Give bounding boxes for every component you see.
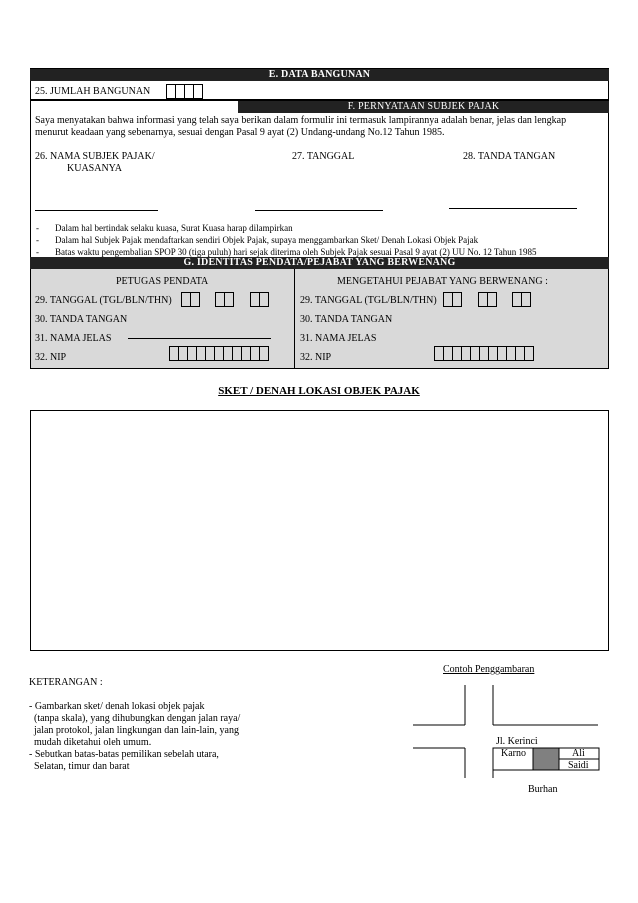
nama-subjek-pajak-label: 26. NAMA SUBJEK PAJAK/	[35, 151, 155, 162]
section-g-divider	[294, 269, 295, 369]
tanda-tangan-signature-line[interactable]	[449, 208, 577, 209]
statement-line-2: menurut keadaan yang sebenarnya, sesuai dengan Pasal 9 ayat (2) Undang-undang No.12 Tahun 1985.	[35, 127, 445, 138]
tanggal-signature-line[interactable]	[255, 210, 383, 211]
keterangan-line-6: Selatan, timur dan barat	[29, 761, 130, 772]
sketch-drawing-area[interactable]	[30, 410, 609, 651]
neighbor-karno: Karno	[501, 748, 526, 759]
keterangan-line-5: - Sebutkan batas-batas pemilikan sebelah utara,	[29, 749, 219, 760]
note-1: Dalam hal bertindak selaku kuasa, Surat Kuasa harap dilampirkan	[55, 223, 293, 233]
object-parcel	[533, 748, 559, 770]
left-nama-label: 31. NAMA JELAS	[35, 333, 112, 344]
right-nip-boxes[interactable]	[434, 346, 534, 361]
left-tanggal-year-boxes[interactable]	[250, 292, 269, 307]
keterangan-line-2: (tanpa skala), yang dihubungkan dengan jalan raya/	[29, 713, 241, 724]
street-label: Jl. Kerinci	[496, 736, 538, 747]
keterangan-line-3: jalan protokol, jalan lingkungan dan lain-lain, yang	[29, 725, 239, 736]
right-nip-label: 32. NIP	[300, 352, 332, 363]
note-bullet-1: -	[36, 223, 39, 233]
note-2: Dalam hal Subjek Pajak mendaftarkan sendiri Objek Pajak, supaya menggambarkan Sket/ Denah Lokasi Objek Pajak	[55, 235, 479, 245]
nama-signature-line[interactable]	[35, 210, 158, 211]
keterangan-line-1: - Gambarkan sket/ denah lokasi objek pajak	[29, 701, 205, 712]
right-tanda-tangan-label: 30. TANDA TANGAN	[300, 314, 393, 325]
neighbor-ali: Ali	[572, 748, 585, 759]
petugas-pendata-title: PETUGAS PENDATA	[116, 276, 209, 287]
right-tanggal-month-boxes[interactable]	[478, 292, 497, 307]
section-e-header: E. DATA BANGUNAN	[30, 69, 609, 81]
left-tanggal-label: 29. TANGGAL (TGL/BLN/THN)	[35, 295, 172, 306]
left-nama-line[interactable]	[128, 338, 271, 339]
neighbor-burhan: Burhan	[528, 784, 558, 795]
left-tanggal-month-boxes[interactable]	[215, 292, 234, 307]
right-tanggal-year-boxes[interactable]	[512, 292, 531, 307]
left-tanda-tangan-label: 30. TANDA TANGAN	[35, 314, 128, 325]
right-tanggal-day-boxes[interactable]	[443, 292, 462, 307]
example-map	[405, 680, 610, 790]
jumlah-bangunan-boxes[interactable]	[166, 84, 203, 99]
note-3: Batas waktu pengembalian SPOP 30 (tiga puluh) hari sejak diterima oleh Subjek Pajak sesuai Pasal 9 ayat (2) UU No. 12 Tahun 1985	[55, 247, 537, 257]
keterangan-title: KETERANGAN :	[29, 677, 103, 688]
neighbor-saidi: Saidi	[568, 760, 589, 771]
tanda-tangan-label: 28. TANDA TANGAN	[463, 151, 556, 162]
sketch-title: SKET / DENAH LOKASI OBJEK PAJAK	[218, 385, 420, 397]
pejabat-title: MENGETAHUI PEJABAT YANG BERWENANG :	[337, 276, 548, 287]
right-tanggal-label: 29. TANGGAL (TGL/BLN/THN)	[300, 295, 437, 306]
note-bullet-3: -	[36, 247, 39, 257]
note-bullet-2: -	[36, 235, 39, 245]
example-title: Contoh Penggambaran	[443, 664, 535, 675]
section-f-header: F. PERNYATAAN SUBJEK PAJAK	[238, 101, 609, 113]
right-nama-label: 31. NAMA JELAS	[300, 333, 377, 344]
keterangan-line-4: mudah diketahui oleh umum.	[29, 737, 152, 748]
statement-line-1: Saya menyatakan bahwa informasi yang telah saya berikan dalam formulir ini termasuk lampirannya adalah benar, jelas dan lengkap	[35, 115, 567, 126]
left-tanggal-day-boxes[interactable]	[181, 292, 200, 307]
left-nip-boxes[interactable]	[169, 346, 269, 361]
kuasanya-label: KUASANYA	[67, 163, 123, 174]
left-nip-label: 32. NIP	[35, 352, 67, 363]
jumlah-bangunan-label: 25. JUMLAH BANGUNAN	[35, 86, 151, 97]
tanggal-label: 27. TANGGAL	[292, 151, 355, 162]
section-g-header: G. IDENTITAS PENDATA/PEJABAT YANG BERWENANG	[30, 257, 609, 269]
